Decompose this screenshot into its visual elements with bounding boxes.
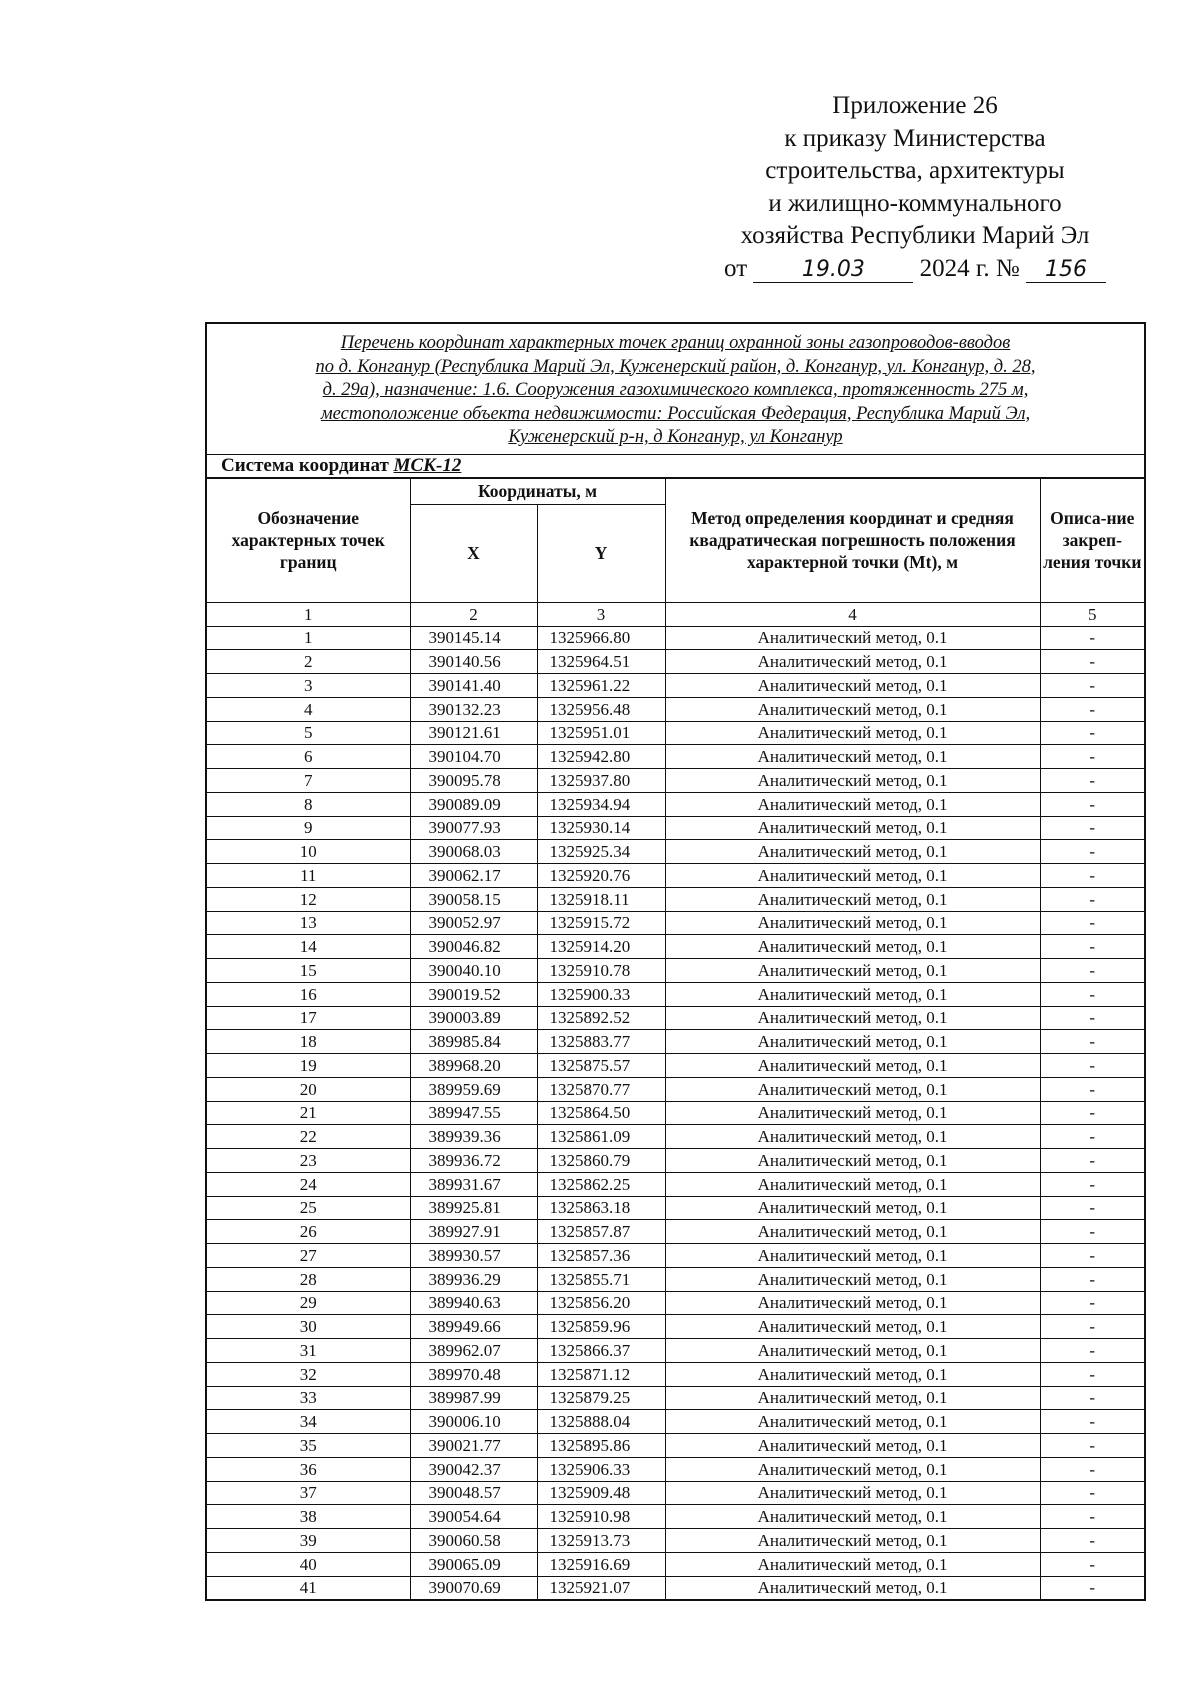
column-number: 4 — [665, 602, 1040, 626]
coordinate-system-row — [207, 455, 1144, 478]
coord-x: 390132.23 — [410, 697, 537, 721]
point-number: 17 — [207, 1006, 410, 1030]
description-cell: - — [1040, 1339, 1144, 1363]
coord-y: 1325892.52 — [537, 1006, 665, 1030]
coord-y: 1325895.86 — [537, 1434, 665, 1458]
coord-x: 389968.20 — [410, 1054, 537, 1078]
method-cell: Аналитический метод, 0.1 — [665, 1267, 1040, 1291]
table-row — [207, 626, 1144, 650]
table-row — [207, 1410, 1144, 1434]
year-text: 2024 г. № — [919, 254, 1020, 282]
coordinate-system-value: МСК-12 — [393, 454, 462, 476]
coord-x: 390052.97 — [410, 911, 537, 935]
point-number: 2 — [207, 650, 410, 674]
point-number: 16 — [207, 982, 410, 1006]
point-number: 36 — [207, 1457, 410, 1481]
table-row — [207, 769, 1144, 793]
coord-x: 389936.29 — [410, 1267, 537, 1291]
coord-x: 390145.14 — [410, 626, 537, 650]
point-number: 28 — [207, 1267, 410, 1291]
coordinates-sheet — [205, 322, 1146, 1601]
coord-x: 390042.37 — [410, 1457, 537, 1481]
method-cell: Аналитический метод, 0.1 — [665, 1196, 1040, 1220]
coord-y: 1325930.14 — [537, 816, 665, 840]
title-line: Куженерский р-н, д Конганур, ул Конганур — [508, 427, 843, 447]
coord-x: 390040.10 — [410, 959, 537, 983]
table-row — [207, 1362, 1144, 1386]
point-number: 3 — [207, 674, 410, 698]
header-description: Описа-ние закреп-ления точки — [1040, 478, 1144, 602]
description-cell: - — [1040, 1220, 1144, 1244]
coord-y: 1325860.79 — [537, 1149, 665, 1173]
coord-x: 389985.84 — [410, 1030, 537, 1054]
point-number: 25 — [207, 1196, 410, 1220]
point-number: 20 — [207, 1077, 410, 1101]
coord-y: 1325863.18 — [537, 1196, 665, 1220]
point-number: 13 — [207, 911, 410, 935]
coord-y: 1325857.87 — [537, 1220, 665, 1244]
coord-x: 390019.52 — [410, 982, 537, 1006]
coord-y: 1325956.48 — [537, 697, 665, 721]
point-number: 15 — [207, 959, 410, 983]
coord-y: 1325966.80 — [537, 626, 665, 650]
coord-y: 1325914.20 — [537, 935, 665, 959]
description-cell: - — [1040, 1006, 1144, 1030]
coord-y: 1325866.37 — [537, 1339, 665, 1363]
coord-x: 390054.64 — [410, 1505, 537, 1529]
column-number: 5 — [1040, 602, 1144, 626]
coord-y: 1325937.80 — [537, 769, 665, 793]
method-cell: Аналитический метод, 0.1 — [665, 816, 1040, 840]
header-coordinates: Координаты, м — [410, 478, 665, 504]
table-row — [207, 1339, 1144, 1363]
table-row — [207, 1267, 1144, 1291]
coord-y: 1325910.78 — [537, 959, 665, 983]
description-cell: - — [1040, 982, 1144, 1006]
coord-x: 390006.10 — [410, 1410, 537, 1434]
title-line: по д. Конганур (Республика Марий Эл, Куженерский район, д. Конганур, ул. Конганур, д. 28, — [315, 356, 1036, 377]
point-number: 10 — [207, 840, 410, 864]
description-cell: - — [1040, 1030, 1144, 1054]
header-y: Y — [537, 504, 665, 602]
description-cell: - — [1040, 1267, 1144, 1291]
method-cell: Аналитический метод, 0.1 — [665, 935, 1040, 959]
coord-x: 390140.56 — [410, 650, 537, 674]
description-cell: - — [1040, 792, 1144, 816]
method-cell: Аналитический метод, 0.1 — [665, 1291, 1040, 1315]
coord-y: 1325870.77 — [537, 1077, 665, 1101]
coord-x: 390065.09 — [410, 1552, 537, 1576]
point-number: 31 — [207, 1339, 410, 1363]
table-row — [207, 1196, 1144, 1220]
method-cell: Аналитический метод, 0.1 — [665, 1576, 1040, 1599]
point-number: 18 — [207, 1030, 410, 1054]
table-row — [207, 1481, 1144, 1505]
coord-x: 390060.58 — [410, 1529, 537, 1553]
table-row — [207, 911, 1144, 935]
description-cell: - — [1040, 1529, 1144, 1553]
coord-y: 1325855.71 — [537, 1267, 665, 1291]
table-row — [207, 1386, 1144, 1410]
table-row — [207, 1315, 1144, 1339]
method-cell: Аналитический метод, 0.1 — [665, 911, 1040, 935]
method-cell: Аналитический метод, 0.1 — [665, 1030, 1040, 1054]
coord-x: 390095.78 — [410, 769, 537, 793]
description-cell: - — [1040, 1172, 1144, 1196]
coord-y: 1325857.36 — [537, 1244, 665, 1268]
point-number: 29 — [207, 1291, 410, 1315]
method-cell: Аналитический метод, 0.1 — [665, 1386, 1040, 1410]
header-point: Обозначение характерных точек границ — [207, 478, 410, 602]
method-cell: Аналитический метод, 0.1 — [665, 1077, 1040, 1101]
coord-x: 390058.15 — [410, 887, 537, 911]
point-number: 23 — [207, 1149, 410, 1173]
point-number: 39 — [207, 1529, 410, 1553]
description-cell: - — [1040, 1077, 1144, 1101]
table-row — [207, 792, 1144, 816]
coord-x: 390003.89 — [410, 1006, 537, 1030]
coordinates-table — [207, 478, 1144, 1600]
point-number: 34 — [207, 1410, 410, 1434]
description-cell: - — [1040, 674, 1144, 698]
method-cell: Аналитический метод, 0.1 — [665, 769, 1040, 793]
point-number: 7 — [207, 769, 410, 793]
description-cell: - — [1040, 1481, 1144, 1505]
handwritten-order-number: 156 — [1026, 258, 1106, 283]
description-cell: - — [1040, 911, 1144, 935]
coord-x: 390062.17 — [410, 864, 537, 888]
table-row — [207, 1172, 1144, 1196]
column-number: 1 — [207, 602, 410, 626]
method-cell: Аналитический метод, 0.1 — [665, 626, 1040, 650]
column-number: 2 — [410, 602, 537, 626]
coord-y: 1325859.96 — [537, 1315, 665, 1339]
table-row — [207, 1457, 1144, 1481]
table-row — [207, 1576, 1144, 1599]
header-method: Метод определения координат и средняя квадратическая погрешность положения характерной точки (Mt), м — [665, 478, 1040, 602]
description-cell: - — [1040, 864, 1144, 888]
coord-y: 1325883.77 — [537, 1030, 665, 1054]
coord-y: 1325888.04 — [537, 1410, 665, 1434]
description-cell: - — [1040, 1291, 1144, 1315]
point-number: 40 — [207, 1552, 410, 1576]
header-line: строительства, архитектуры — [765, 157, 1065, 184]
column-number: 3 — [537, 602, 665, 626]
coord-y: 1325900.33 — [537, 982, 665, 1006]
point-number: 12 — [207, 887, 410, 911]
point-number: 30 — [207, 1315, 410, 1339]
description-cell: - — [1040, 1362, 1144, 1386]
coord-y: 1325856.20 — [537, 1291, 665, 1315]
table-row — [207, 816, 1144, 840]
method-cell: Аналитический метод, 0.1 — [665, 792, 1040, 816]
description-cell: - — [1040, 1386, 1144, 1410]
method-cell: Аналитический метод, 0.1 — [665, 1006, 1040, 1030]
table-row — [207, 745, 1144, 769]
table-row — [207, 1529, 1144, 1553]
coord-y: 1325934.94 — [537, 792, 665, 816]
method-cell: Аналитический метод, 0.1 — [665, 1220, 1040, 1244]
coord-x: 389925.81 — [410, 1196, 537, 1220]
coord-x: 389970.48 — [410, 1362, 537, 1386]
header-line: хозяйства Республики Марий Эл — [740, 222, 1090, 249]
table-row — [207, 1244, 1144, 1268]
method-cell: Аналитический метод, 0.1 — [665, 1101, 1040, 1125]
header-line: Приложение 26 — [832, 92, 998, 119]
coord-x: 389940.63 — [410, 1291, 537, 1315]
description-cell: - — [1040, 697, 1144, 721]
description-cell: - — [1040, 1457, 1144, 1481]
table-row — [207, 1552, 1144, 1576]
table-row — [207, 840, 1144, 864]
point-number: 32 — [207, 1362, 410, 1386]
coord-x: 389936.72 — [410, 1149, 537, 1173]
point-number: 5 — [207, 721, 410, 745]
coord-y: 1325913.73 — [537, 1529, 665, 1553]
description-cell: - — [1040, 935, 1144, 959]
table-row — [207, 674, 1144, 698]
coord-x: 389927.91 — [410, 1220, 537, 1244]
coord-y: 1325961.22 — [537, 674, 665, 698]
point-number: 8 — [207, 792, 410, 816]
method-cell: Аналитический метод, 0.1 — [665, 650, 1040, 674]
table-row — [207, 935, 1144, 959]
description-cell: - — [1040, 650, 1144, 674]
description-cell: - — [1040, 887, 1144, 911]
coord-x: 390121.61 — [410, 721, 537, 745]
coord-x: 389947.55 — [410, 1101, 537, 1125]
description-cell: - — [1040, 745, 1144, 769]
description-cell: - — [1040, 959, 1144, 983]
coord-y: 1325879.25 — [537, 1386, 665, 1410]
point-number: 27 — [207, 1244, 410, 1268]
description-cell: - — [1040, 1196, 1144, 1220]
date-prefix: от — [724, 254, 748, 282]
coord-x: 389949.66 — [410, 1315, 537, 1339]
method-cell: Аналитический метод, 0.1 — [665, 1362, 1040, 1386]
point-number: 1 — [207, 626, 410, 650]
table-row — [207, 1125, 1144, 1149]
header-line: к приказу Министерства — [784, 124, 1046, 152]
coord-y: 1325910.98 — [537, 1505, 665, 1529]
coord-x: 390048.57 — [410, 1481, 537, 1505]
handwritten-date: 19.03 — [753, 258, 913, 283]
method-cell: Аналитический метод, 0.1 — [665, 840, 1040, 864]
table-row — [207, 721, 1144, 745]
point-number: 14 — [207, 935, 410, 959]
order-date-line — [690, 253, 1140, 286]
document-header — [690, 90, 1140, 285]
table-row — [207, 1220, 1144, 1244]
point-number: 37 — [207, 1481, 410, 1505]
method-cell: Аналитический метод, 0.1 — [665, 959, 1040, 983]
table-row — [207, 697, 1144, 721]
point-number: 24 — [207, 1172, 410, 1196]
coord-y: 1325906.33 — [537, 1457, 665, 1481]
table-row — [207, 982, 1144, 1006]
table-row — [207, 959, 1144, 983]
table-row — [207, 1434, 1144, 1458]
header-line: и жилищно-коммунального — [768, 189, 1062, 217]
method-cell: Аналитический метод, 0.1 — [665, 697, 1040, 721]
table-row — [207, 1149, 1144, 1173]
method-cell: Аналитический метод, 0.1 — [665, 864, 1040, 888]
method-cell: Аналитический метод, 0.1 — [665, 1457, 1040, 1481]
description-cell: - — [1040, 769, 1144, 793]
description-cell: - — [1040, 1410, 1144, 1434]
description-cell: - — [1040, 816, 1144, 840]
coord-x: 389987.99 — [410, 1386, 537, 1410]
coord-y: 1325871.12 — [537, 1362, 665, 1386]
description-cell: - — [1040, 1315, 1144, 1339]
method-cell: Аналитический метод, 0.1 — [665, 1172, 1040, 1196]
coord-y: 1325915.72 — [537, 911, 665, 935]
method-cell: Аналитический метод, 0.1 — [665, 1481, 1040, 1505]
description-cell: - — [1040, 840, 1144, 864]
table-row — [207, 1291, 1144, 1315]
coord-x: 389930.57 — [410, 1244, 537, 1268]
method-cell: Аналитический метод, 0.1 — [665, 1410, 1040, 1434]
method-cell: Аналитический метод, 0.1 — [665, 745, 1040, 769]
coord-y: 1325942.80 — [537, 745, 665, 769]
method-cell: Аналитический метод, 0.1 — [665, 982, 1040, 1006]
description-cell: - — [1040, 626, 1144, 650]
method-cell: Аналитический метод, 0.1 — [665, 721, 1040, 745]
coord-y: 1325964.51 — [537, 650, 665, 674]
description-cell: - — [1040, 1434, 1144, 1458]
coord-x: 390046.82 — [410, 935, 537, 959]
coord-x: 390141.40 — [410, 674, 537, 698]
coord-y: 1325862.25 — [537, 1172, 665, 1196]
coord-x: 389931.67 — [410, 1172, 537, 1196]
description-cell: - — [1040, 1552, 1144, 1576]
coord-x: 389959.69 — [410, 1077, 537, 1101]
title-line: Перечень координат характерных точек границ охранной зоны газопроводов-вводов — [340, 333, 1011, 353]
description-cell: - — [1040, 1125, 1144, 1149]
coord-y: 1325909.48 — [537, 1481, 665, 1505]
coord-y: 1325951.01 — [537, 721, 665, 745]
coord-y: 1325916.69 — [537, 1552, 665, 1576]
coord-y: 1325921.07 — [537, 1576, 665, 1599]
table-row — [207, 1054, 1144, 1078]
coord-x: 390077.93 — [410, 816, 537, 840]
description-cell: - — [1040, 1101, 1144, 1125]
coord-y: 1325925.34 — [537, 840, 665, 864]
description-cell: - — [1040, 721, 1144, 745]
method-cell: Аналитический метод, 0.1 — [665, 1434, 1040, 1458]
table-row — [207, 864, 1144, 888]
table-row — [207, 1101, 1144, 1125]
point-number: 33 — [207, 1386, 410, 1410]
method-cell: Аналитический метод, 0.1 — [665, 1339, 1040, 1363]
method-cell: Аналитический метод, 0.1 — [665, 1054, 1040, 1078]
point-number: 9 — [207, 816, 410, 840]
method-cell: Аналитический метод, 0.1 — [665, 1552, 1040, 1576]
coordinate-system-label: Система координат — [221, 454, 389, 476]
description-cell: - — [1040, 1149, 1144, 1173]
point-number: 11 — [207, 864, 410, 888]
table-row — [207, 1505, 1144, 1529]
point-number: 4 — [207, 697, 410, 721]
table-row — [207, 887, 1144, 911]
coord-x: 390070.69 — [410, 1576, 537, 1599]
coord-y: 1325861.09 — [537, 1125, 665, 1149]
coord-y: 1325918.11 — [537, 887, 665, 911]
table-row — [207, 1006, 1144, 1030]
column-number-row — [207, 602, 1144, 626]
coord-x: 390021.77 — [410, 1434, 537, 1458]
method-cell: Аналитический метод, 0.1 — [665, 1505, 1040, 1529]
coord-x: 389962.07 — [410, 1339, 537, 1363]
coord-y: 1325920.76 — [537, 864, 665, 888]
table-row — [207, 1030, 1144, 1054]
point-number: 6 — [207, 745, 410, 769]
description-cell: - — [1040, 1576, 1144, 1599]
description-cell: - — [1040, 1505, 1144, 1529]
coord-x: 390089.09 — [410, 792, 537, 816]
method-cell: Аналитический метод, 0.1 — [665, 887, 1040, 911]
document-title — [207, 324, 1144, 455]
description-cell: - — [1040, 1244, 1144, 1268]
method-cell: Аналитический метод, 0.1 — [665, 1149, 1040, 1173]
table-row — [207, 1077, 1144, 1101]
method-cell: Аналитический метод, 0.1 — [665, 1125, 1040, 1149]
coord-x: 389939.36 — [410, 1125, 537, 1149]
coord-x: 390068.03 — [410, 840, 537, 864]
method-cell: Аналитический метод, 0.1 — [665, 1315, 1040, 1339]
point-number: 41 — [207, 1576, 410, 1599]
point-number: 35 — [207, 1434, 410, 1458]
method-cell: Аналитический метод, 0.1 — [665, 1244, 1040, 1268]
coord-x: 390104.70 — [410, 745, 537, 769]
point-number: 21 — [207, 1101, 410, 1125]
method-cell: Аналитический метод, 0.1 — [665, 674, 1040, 698]
table-row — [207, 650, 1144, 674]
header-x: X — [410, 504, 537, 602]
description-cell: - — [1040, 1054, 1144, 1078]
point-number: 38 — [207, 1505, 410, 1529]
point-number: 26 — [207, 1220, 410, 1244]
method-cell: Аналитический метод, 0.1 — [665, 1529, 1040, 1553]
point-number: 19 — [207, 1054, 410, 1078]
title-line: д. 29а), назначение: 1.6. Сооружения газохимического комплекса, протяженность 275 м, — [322, 380, 1029, 400]
coord-y: 1325864.50 — [537, 1101, 665, 1125]
title-line: местоположение объекта недвижимости: Российская Федерация, Республика Марий Эл, — [320, 403, 1031, 424]
coord-y: 1325875.57 — [537, 1054, 665, 1078]
point-number: 22 — [207, 1125, 410, 1149]
